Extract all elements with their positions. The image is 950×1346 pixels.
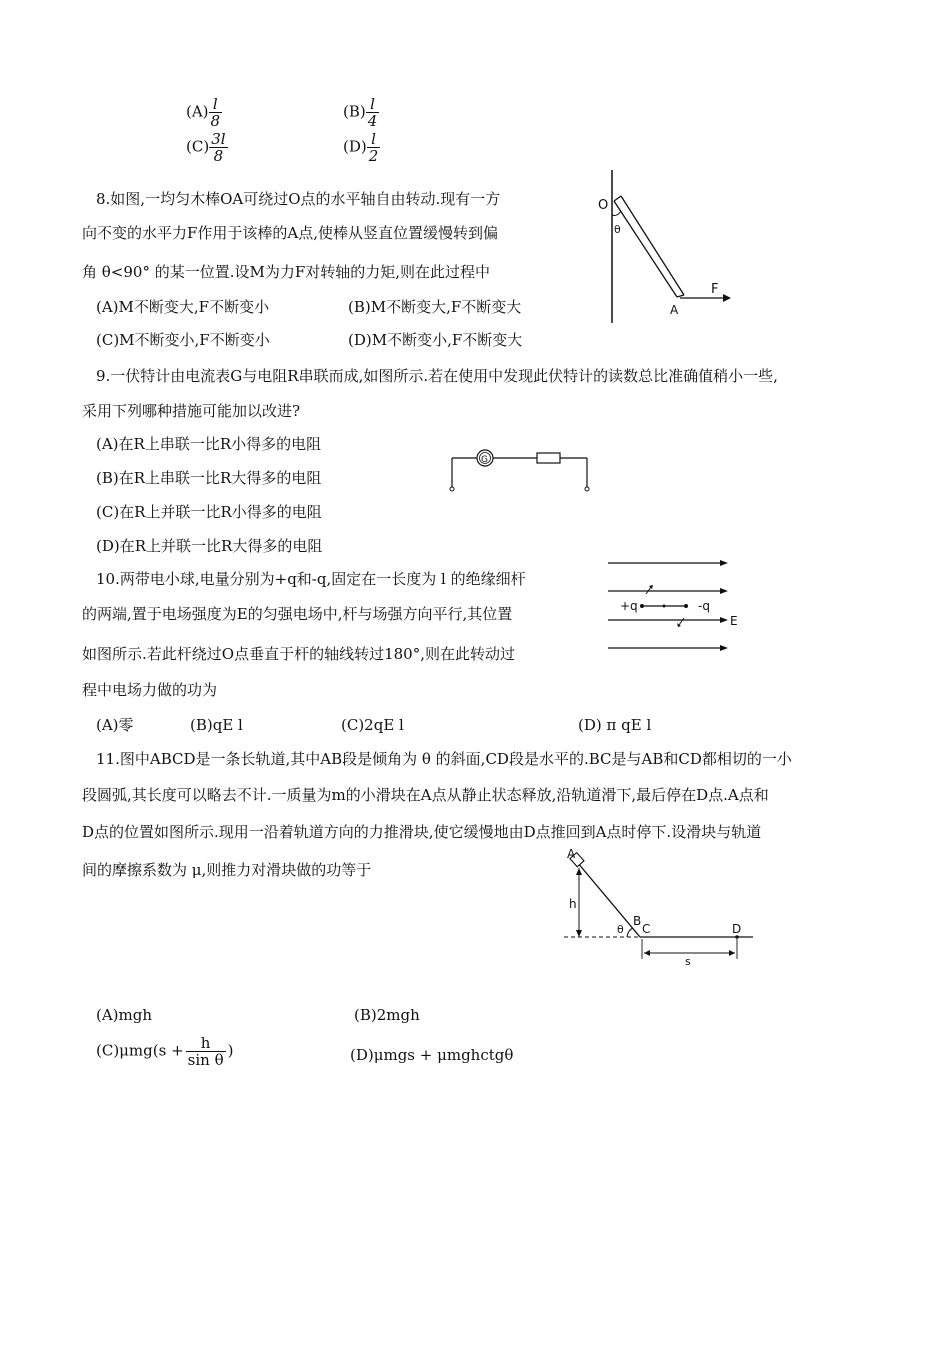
q7-option-d: (D) $\frac{l}{2}$ <box>343 130 379 165</box>
q7-option-b: (B) $\frac{l}{4}$ <box>343 95 378 130</box>
q11-label-h: h <box>569 897 577 911</box>
q11-option-a: (A)mgh <box>96 1006 153 1024</box>
q8-label-f: F <box>711 282 719 297</box>
q11-label-a: A <box>567 847 576 861</box>
q10-option-d: (D) π qE l <box>578 716 652 734</box>
q7-option-c: (C) $\frac{3l}{8}$ <box>186 130 226 165</box>
q10-label-e: E <box>730 614 738 628</box>
q11-text-line1: 11.图中ABCD是一条长轨道,其中AB段是倾角为 θ 的斜面,CD段是水平的.BC是与AB和CD都相切的一小 <box>96 750 792 768</box>
q11-label-b: B <box>633 914 642 928</box>
q8-label-o: O <box>598 198 609 213</box>
q10-text-line3: 如图所示.若此杆绕过O点垂直于杆的轴线转过180°,则在此转动过 <box>82 645 515 663</box>
q10-field-figure <box>600 552 750 662</box>
q9-circuit-figure <box>440 442 600 497</box>
q9-option-d: (D)在R上并联一比R大得多的电阻 <box>96 537 323 555</box>
q8-option-c: (C)M不断变小,F不断变小 <box>96 331 270 349</box>
q11-label-c: C <box>642 922 651 936</box>
q8-text-line1: 8.如图,一均匀木棒OA可绕过O点的水平轴自由转动.现有一方 <box>96 190 501 208</box>
q7-option-a: (A) $\frac{l}{8}$ <box>186 95 221 130</box>
q9-option-a: (A)在R上串联一比R小得多的电阻 <box>96 435 322 453</box>
q9-resistor <box>537 453 560 463</box>
q8-figure <box>590 165 740 325</box>
q10-option-b: (B)qE l <box>190 716 243 734</box>
q10-option-a: (A)零 <box>96 716 134 734</box>
q10-text-line4: 程中电场力做的功为 <box>82 681 218 699</box>
q11-option-d: (D)μmgs + μmghctgθ <box>350 1046 514 1064</box>
q8-label-theta: θ <box>614 223 621 236</box>
q9-option-c: (C)在R上并联一比R小得多的电阻 <box>96 503 322 521</box>
q8-text-line3: 角 θ<90° 的某一位置.设M为力F对转轴的力矩,则在此过程中 <box>82 263 491 281</box>
q9-label-g: G <box>481 455 488 465</box>
q11-text-line4: 间的摩擦系数为 μ,则推力对滑块做的功等于 <box>82 861 372 879</box>
q8-option-b: (B)M不断变大,F不断变大 <box>348 298 522 316</box>
q11-text-line2: 段圆弧,其长度可以略去不计.一质量为m的小滑块在A点从静止状态释放,沿轨道滑下,最后停在D点.A点和 <box>82 786 769 804</box>
q11-label-theta: θ <box>617 923 624 936</box>
q11-text-line3: D点的位置如图所示.现用一沿着轨道方向的力推滑块,使它缓慢地由D点推回到A点时停下.设滑块与轨道 <box>82 823 762 841</box>
q9-option-b: (B)在R上串联一比R大得多的电阻 <box>96 469 322 487</box>
q11-label-s: s <box>685 955 691 968</box>
q11-option-c: (C)μmg(s + $\frac{h}{\text{sin θ}}$ ) <box>96 1034 234 1069</box>
q10-text-line2: 的两端,置于电场强度为E的匀强电场中,杆与场强方向平行,其位置 <box>82 605 513 623</box>
q10-text-line1: 10.两带电小球,电量分别为+q和-q,固定在一长度为 l 的绝缘细杆 <box>96 570 526 588</box>
q8-text-line2: 向不变的水平力F作用于该棒的A点,使棒从竖直位置缓慢转到偏 <box>82 224 499 242</box>
q9-text-line2: 采用下列哪种措施可能加以改进? <box>82 402 301 420</box>
q10-label-minus-q: -q <box>698 599 710 613</box>
q9-text-line1: 9.一伏特计由电流表G与电阻R串联而成,如图所示.若在使用中发现此伏特计的读数总比准确值稍小一些, <box>96 367 778 385</box>
q10-label-plus-q: +q <box>620 599 638 613</box>
q11-track-figure <box>560 842 760 967</box>
q11-option-b: (B)2mgh <box>354 1006 420 1024</box>
q10-option-c: (C)2qE l <box>341 716 404 734</box>
q11-label-d: D <box>732 922 742 936</box>
q8-label-a: A <box>670 303 679 317</box>
q8-option-d: (D)M不断变小,F不断变大 <box>348 331 523 349</box>
q8-option-a: (A)M不断变大,F不断变小 <box>96 298 270 316</box>
